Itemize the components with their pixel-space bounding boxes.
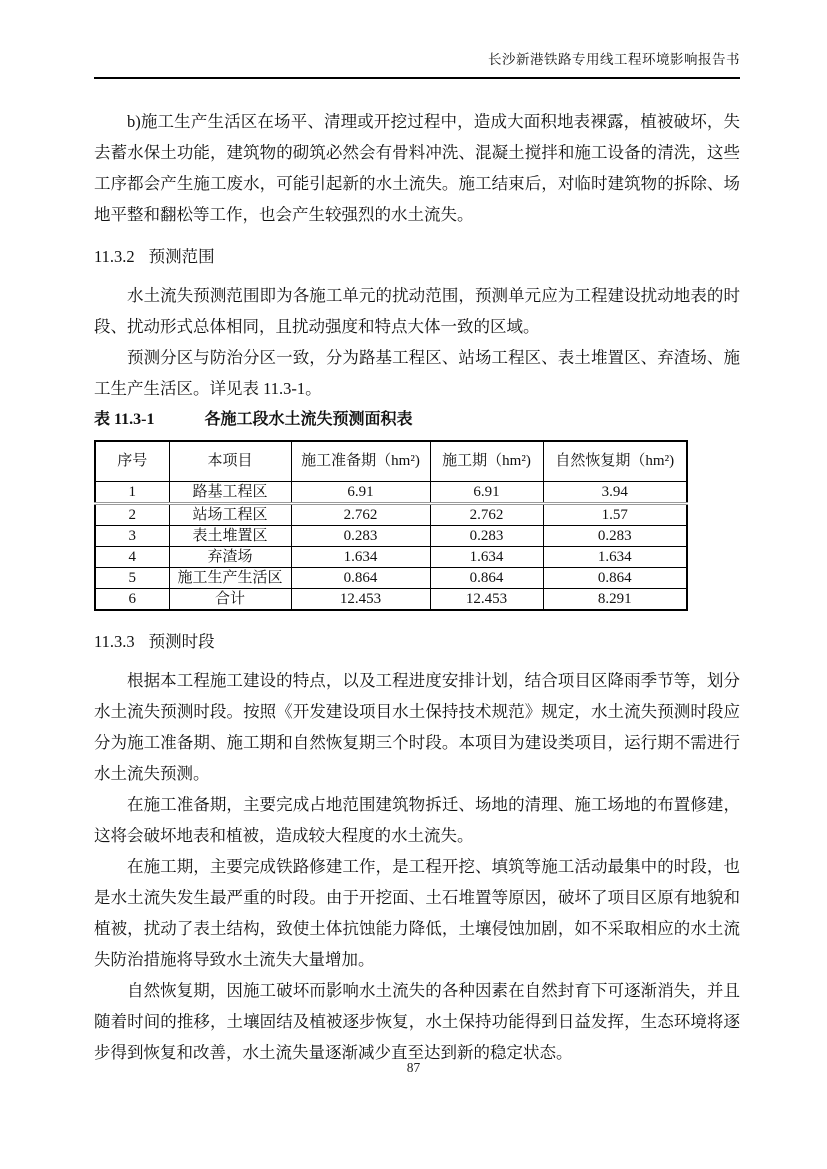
document-body: [94, 106, 740, 1068]
paragraph-prediction-period-1: 根据本工程施工建设的特点，以及工程进度安排计划，结合项目区降雨季节等，划分水土流失预测时段。按照《开发建设项目水土保持技术规范》规定，水土流失预测时段应分为施工准备期、施工期和自然恢复期三个时段。本项目为建设类项目，运行期不需进行水土流失预测。: [94, 671, 740, 783]
paragraph-construction-living-area: b)施工生产生活区在场平、清理或开挖过程中，造成大面积地表裸露，植被破坏，失去蓄水保土功能，建筑物的砌筑必然会有骨料冲洗、混凝土搅拌和施工设备的清洗，这些工序都会产生施工废水，可能引起新的水土流失。施工结束后，对临时建筑物的拆除、场地平整和翻松等工作，也会产生较强烈的水土流失。: [94, 112, 740, 224]
document-title: 长沙新港铁路专用线工程环境影响报告书: [488, 52, 740, 67]
table-cell: 1.634: [543, 547, 687, 568]
table-cell: 12.453: [291, 589, 430, 611]
table-cell: 3: [95, 526, 169, 547]
table-header-row: [95, 441, 687, 482]
table-cell: 1.57: [543, 504, 687, 526]
table-label: 表 11.3-1: [94, 411, 155, 428]
table-cell: 2: [95, 504, 169, 526]
table-row: [95, 526, 687, 547]
table-cell: 12.453: [430, 589, 543, 611]
column-header-prep-period: 施工准备期（hm²): [291, 441, 430, 482]
paragraph-prediction-scope-1: 水土流失预测范围即为各施工单元的扰动范围，预测单元应为工程建设扰动地表的时段、扰动形式总体相同，且扰动强度和特点大体一致的区域。: [94, 286, 740, 336]
section-heading-11-3-3: [94, 629, 740, 655]
table-cell: 站场工程区: [169, 504, 291, 526]
paragraph-prediction-period-3: 在施工期，主要完成铁路修建工作，是工程开挖、填筑等施工活动最集中的时段，也是水土流失发生最严重的时段。由于开挖面、土石堆置等原因，破坏了项目区原有地貌和植被，扰动了表土结构，致使土体抗蚀能力降低，土壤侵蚀加剧，如不采取相应的水土流失防治措施将导致水土流失大量增加。: [94, 857, 740, 969]
table-cell: 3.94: [543, 482, 687, 504]
table-title: 各施工段水土流失预测面积表: [204, 411, 413, 428]
table-cell: 0.283: [543, 526, 687, 547]
table-cell: 路基工程区: [169, 482, 291, 504]
table-cell: 0.283: [291, 526, 430, 547]
table-cell: 弃渣场: [169, 547, 291, 568]
column-header-recovery-period: 自然恢复期（hm²): [543, 441, 687, 482]
section-heading-11-3-2: [94, 244, 740, 270]
table-cell: 1.634: [430, 547, 543, 568]
section-number: 11.3.2: [94, 247, 135, 266]
table-cell: 0.864: [291, 568, 430, 589]
table-cell: 6.91: [291, 482, 430, 504]
table-cell: 0.283: [430, 526, 543, 547]
section-title: 预测时段: [148, 632, 215, 651]
section-number: 11.3.3: [94, 632, 135, 651]
column-header-construction-period: 施工期（hm²): [430, 441, 543, 482]
table-row: [95, 547, 687, 568]
table-cell: 2.762: [291, 504, 430, 526]
column-header-index: 序号: [95, 441, 169, 482]
table-row: [95, 568, 687, 589]
table-row-total: [95, 589, 687, 611]
table-cell: 施工生产生活区: [169, 568, 291, 589]
paragraph-prediction-period-4: 自然恢复期，因施工破坏而影响水土流失的各种因素在自然封育下可逐渐消失，并且随着时间的推移，土壤固结及植被逐步恢复，水土保持功能得到日益发挥，生态环境将逐步得到恢复和改善，水土流失量逐渐减少直至达到新的稳定状态。: [94, 981, 740, 1062]
paragraph-prediction-scope-2: 预测分区与防治分区一致，分为路基工程区、站场工程区、表土堆置区、弃渣场、施工生产生活区。详见表 11.3-1。: [94, 348, 740, 398]
table-cell: 合计: [169, 589, 291, 611]
table-cell: 2.762: [430, 504, 543, 526]
table-cell: 1.634: [291, 547, 430, 568]
table-cell: 0.864: [430, 568, 543, 589]
table-cell: 6.91: [430, 482, 543, 504]
table-cell: 8.291: [543, 589, 687, 611]
table-row: [95, 482, 687, 504]
table-cell: 6: [95, 589, 169, 611]
table-caption: [94, 407, 740, 433]
table-row: [95, 504, 687, 526]
table-cell: 0.864: [543, 568, 687, 589]
section-title: 预测范围: [148, 247, 215, 266]
table-cell: 表土堆置区: [169, 526, 291, 547]
table-cell: 1: [95, 482, 169, 504]
page-header: [94, 50, 740, 79]
page-number: 87: [406, 1060, 421, 1075]
column-header-project: 本项目: [169, 441, 291, 482]
table-cell: 4: [95, 547, 169, 568]
soil-erosion-prediction-table: [94, 440, 688, 611]
table-cell: 5: [95, 568, 169, 589]
paragraph-prediction-period-2: 在施工准备期，主要完成占地范围建筑物拆迁、场地的清理、施工场地的布置修建，这将会破坏地表和植被，造成较大程度的水土流失。: [94, 795, 740, 845]
